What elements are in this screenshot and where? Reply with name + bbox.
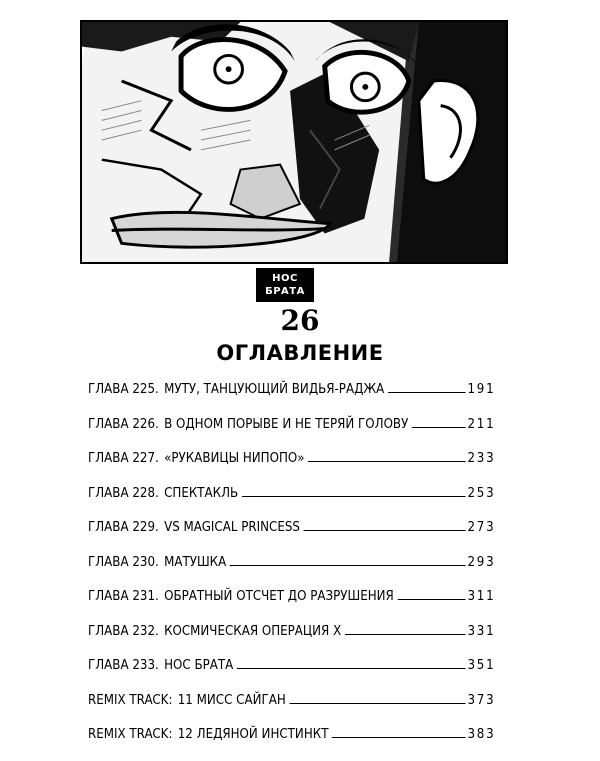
leader-line (308, 461, 466, 462)
leader-line (237, 668, 466, 669)
toc-entry (88, 519, 495, 554)
chapter-title: КОСМИЧЕСКАЯ ОПЕРАЦИЯ Х (164, 622, 342, 639)
page-number: 331 (467, 622, 496, 639)
leader-line (388, 392, 466, 393)
leader-line (397, 599, 465, 600)
chapter-title: СПЕКТАКЛЬ (164, 484, 239, 501)
toc-entry (88, 657, 495, 692)
leader-line (303, 530, 465, 531)
leader-line (345, 634, 466, 635)
chapter-number: ГЛАВА 225. (88, 381, 159, 397)
toc-entry (88, 726, 495, 761)
chapter-title: МУТУ, ТАНЦУЮЩИЙ ВИДЬЯ-РАДЖА (164, 381, 385, 397)
page-number: 311 (467, 588, 496, 604)
chapter-number: ГЛАВА 226. (88, 415, 159, 432)
page-number: 273 (467, 519, 496, 535)
chapter-title: В ОДНОМ ПОРЫВЕ И НЕ ТЕРЯЙ ГОЛОВУ (164, 415, 409, 432)
toc-entry (88, 416, 495, 451)
leader-line (289, 703, 465, 704)
page-number: 293 (467, 553, 496, 570)
page-number: 211 (467, 415, 496, 432)
chapter-number: ГЛАВА 227. (88, 450, 159, 466)
chapter-title: НОС БРАТА (164, 657, 234, 673)
toc-entry (88, 623, 495, 658)
chapter-title: 12 ЛЕДЯНОЙ ИНСТИНКТ (177, 726, 329, 742)
toc-entry (88, 588, 495, 623)
toc-entry (88, 450, 495, 485)
chapter-title: VS MAGICAL PRINCESS (164, 519, 300, 535)
page-number: 233 (467, 450, 496, 466)
chapter-title: 11 МИСС САЙГАН (177, 691, 286, 708)
series-logo (256, 268, 314, 302)
chapter-number: ГЛАВА 232. (88, 622, 159, 639)
toc-entry (88, 381, 495, 416)
logo-line-2: БРАТА (265, 286, 305, 297)
logo-line-1: НОС (272, 273, 298, 284)
chapter-number: ГЛАВА 233. (88, 657, 159, 673)
chapter-number: ГЛАВА 228. (88, 484, 159, 501)
leader-line (242, 496, 466, 497)
toc-entry (88, 554, 495, 589)
toc-entry (88, 692, 495, 727)
chapter-number: ГЛАВА 231. (88, 588, 159, 604)
chapter-title: ОБРАТНЫЙ ОТСЧЕТ ДО РАЗРУШЕНИЯ (164, 588, 394, 604)
leader-line (230, 565, 466, 566)
page-number: 373 (467, 691, 496, 708)
chapter-number: ГЛАВА 230. (88, 553, 159, 570)
chapter-number: ГЛАВА 229. (88, 519, 159, 535)
contents-heading: ОГЛАВЛЕНИЕ (216, 341, 384, 365)
chapter-number: REMIX TRACK: (88, 726, 173, 742)
page-number: 191 (467, 381, 496, 397)
page-number: 383 (467, 726, 496, 742)
page-number: 253 (467, 484, 496, 501)
volume-number: 26 (280, 304, 320, 337)
chapter-title: «РУКАВИЦЫ НИПОПО» (164, 450, 305, 466)
leader-line (412, 427, 466, 428)
manga-illustration (80, 20, 508, 264)
table-of-contents (88, 381, 496, 761)
page-number: 351 (467, 657, 496, 673)
chapter-title: МАТУШКА (164, 553, 227, 570)
toc-entry (88, 485, 495, 520)
chapter-number: REMIX TRACK: (88, 691, 173, 708)
leader-line (332, 737, 466, 738)
